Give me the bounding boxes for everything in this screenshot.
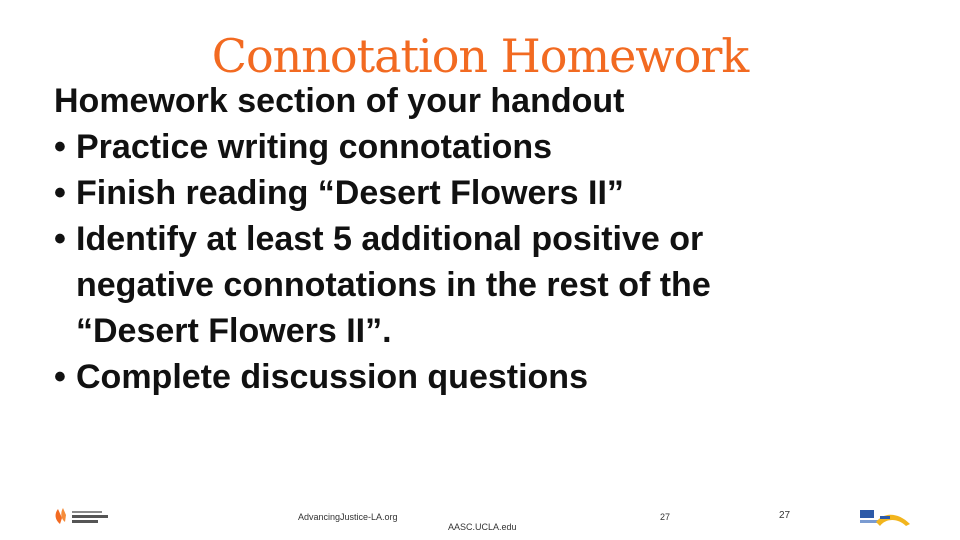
intro-line: Homework section of your handout [54, 82, 625, 120]
bullet-item [54, 170, 934, 216]
bullet-continuation: negative connotations in the rest of the [76, 266, 711, 304]
bullet-item [54, 354, 934, 400]
bullet-marker: • [54, 220, 66, 258]
bullet-text: Finish reading “Desert Flowers II” [76, 174, 624, 212]
bullet-continuation: “Desert Flowers II”. [76, 312, 392, 350]
slide-title: Connotation Homework [211, 29, 749, 83]
bullet-marker: • [54, 128, 66, 166]
bullet-text: Identify at least 5 additional positive or [76, 220, 704, 258]
bullet-text: Practice writing connotations [76, 128, 553, 166]
advancing-justice-logo [52, 506, 114, 528]
footer-center-url: AASC.UCLA.edu [448, 522, 517, 532]
bullet-item [54, 216, 934, 262]
ucla-aasc-logo [858, 508, 914, 530]
bullet-item [54, 124, 934, 170]
footer-left-url: AdvancingJustice-LA.org [298, 512, 398, 522]
bullet-marker: • [54, 174, 66, 212]
bullet-text: Complete discussion questions [76, 358, 588, 396]
slide-body [54, 78, 934, 400]
footer-page-number: 27 [660, 512, 671, 522]
bullet-marker: • [54, 358, 66, 396]
footer-slide-number: 27 [779, 510, 791, 521]
